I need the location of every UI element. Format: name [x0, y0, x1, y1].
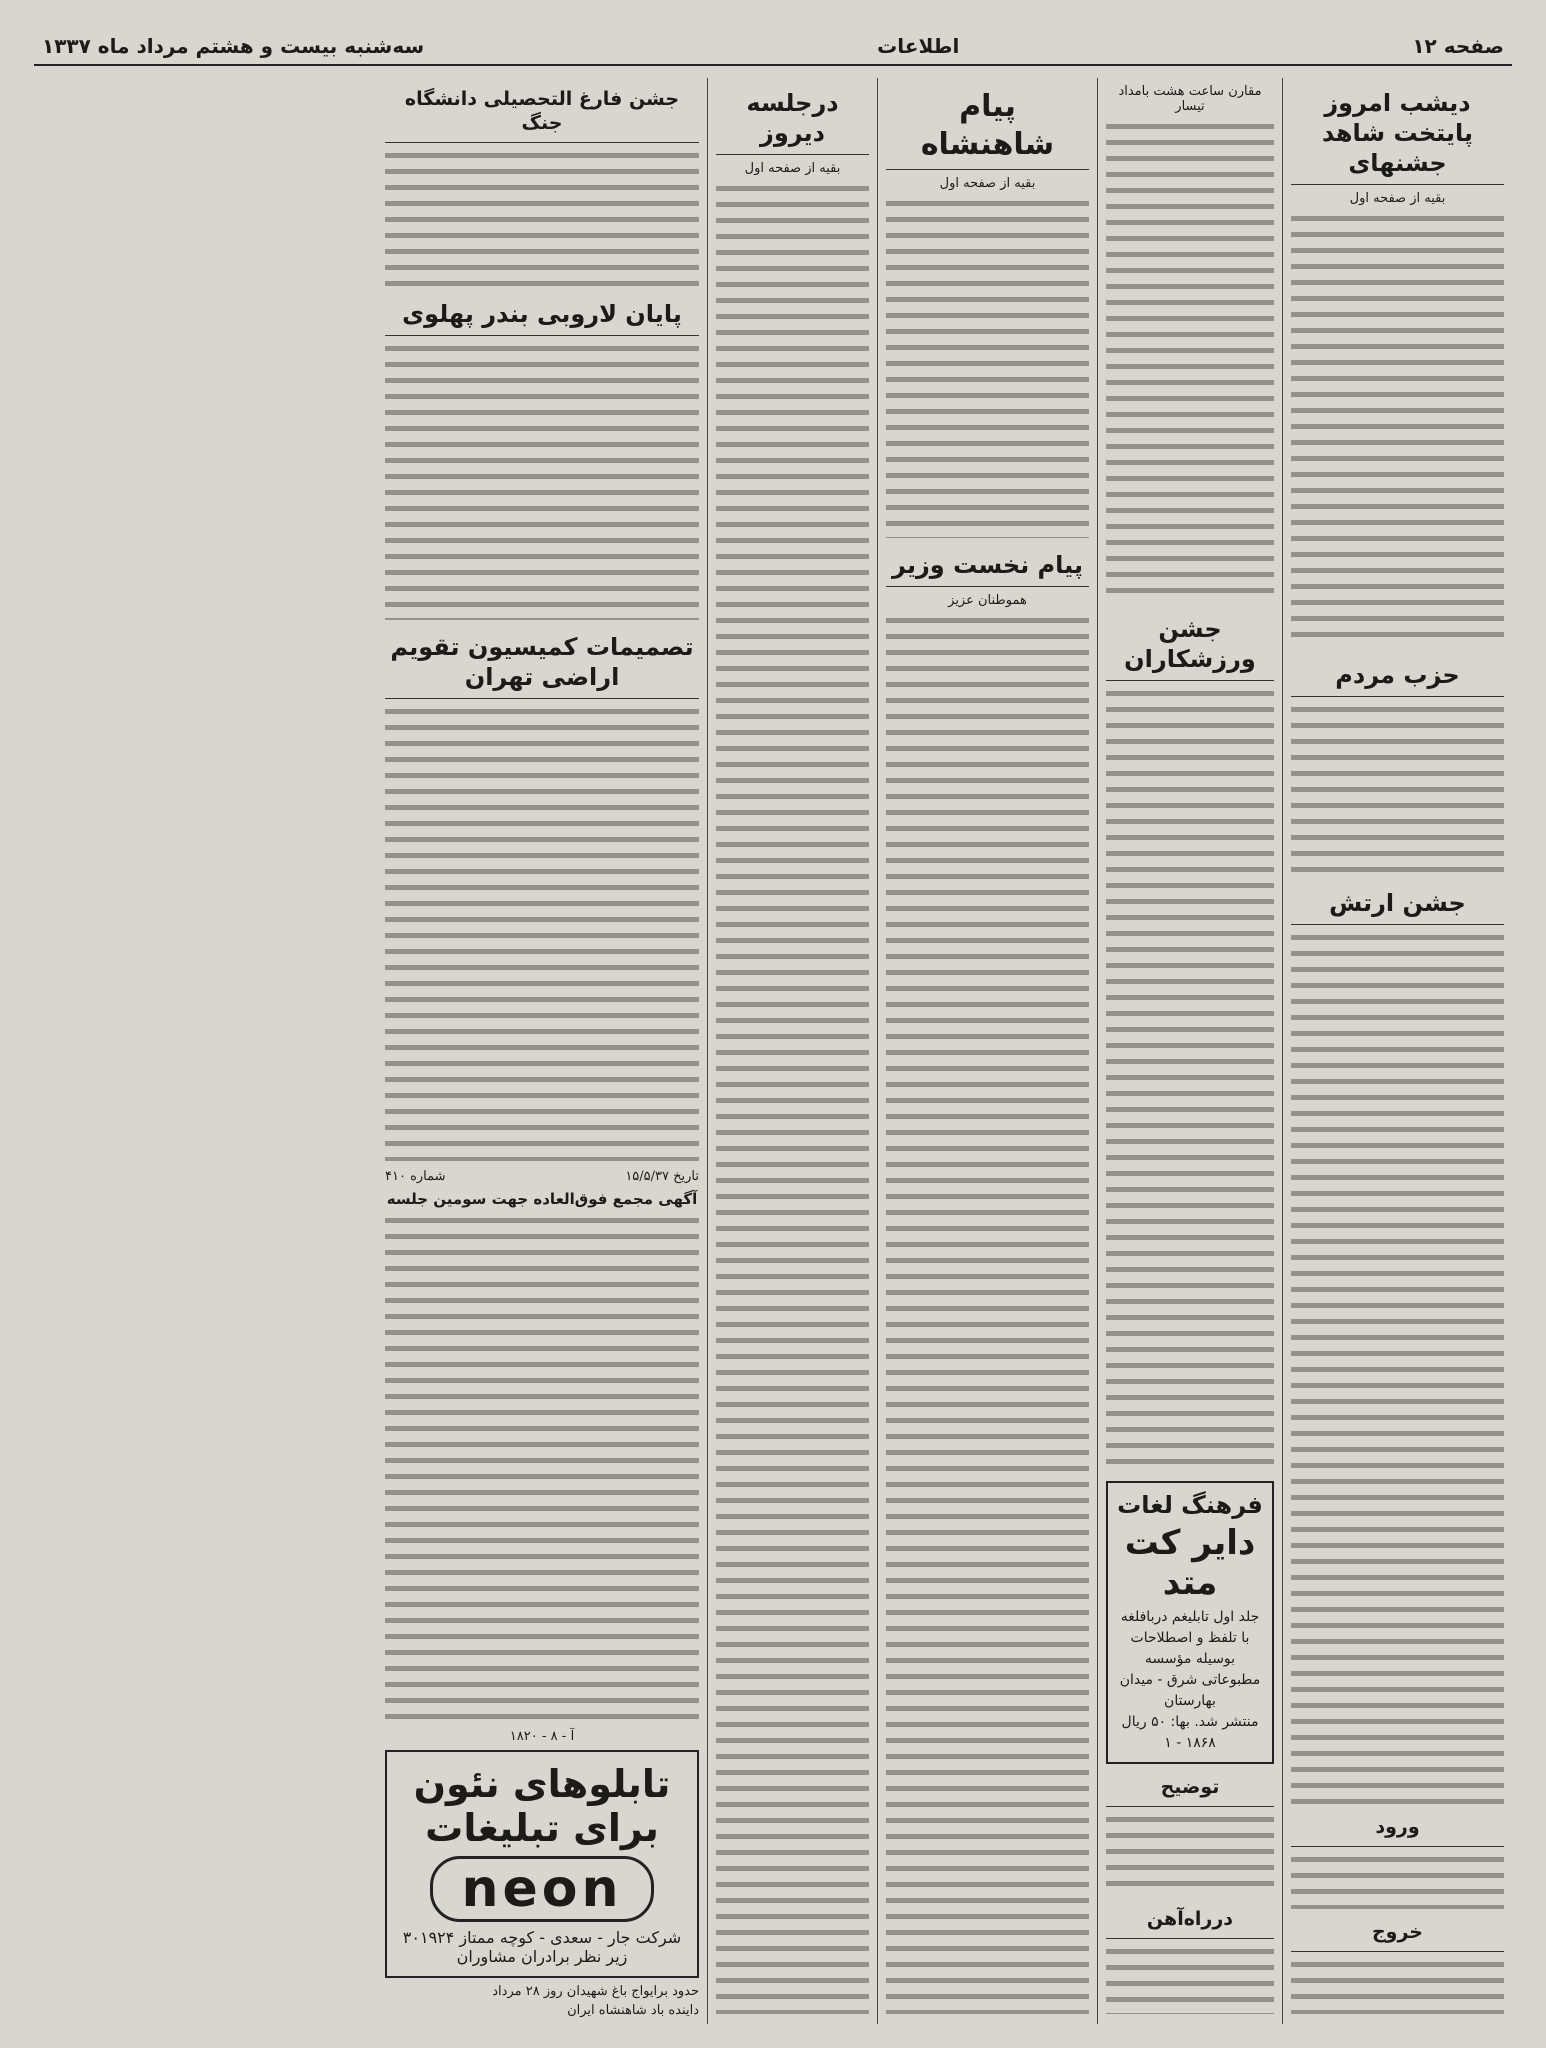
- headline-arrival: ورود: [1291, 1810, 1504, 1847]
- notice-number: شماره ۴۱۰: [385, 1168, 446, 1184]
- footer-right: داینده باد شاهنشاه ایران: [567, 2002, 699, 2018]
- article-body: [1291, 701, 1504, 876]
- notice-meta: [385, 1169, 699, 1184]
- footer-line: [385, 1984, 699, 1999]
- column-5: [377, 78, 707, 2024]
- article-body: [1291, 929, 1504, 1804]
- dictionary-ad-code: ۱۸۶۸ - ۱: [1164, 1734, 1216, 1751]
- salutation: هموطنان عزیز: [948, 592, 1027, 608]
- headline-pm-message: پیام نخست وزیر: [886, 544, 1089, 587]
- headline-departure: خروج: [1291, 1915, 1504, 1952]
- headline-yesterday-session: درجلسه دیروز: [716, 82, 869, 155]
- column-1: [1282, 78, 1512, 2024]
- article-body: [385, 340, 699, 620]
- footer-line: [385, 2003, 699, 2018]
- notice-body: [385, 1212, 699, 1721]
- dictionary-ad-line: با تلفظ و اصطلاحات: [1130, 1629, 1250, 1646]
- neon-ad-address: شرکت جار - سعدی - کوچه ممتاز ۳۰۱۹۲۴: [402, 1927, 682, 1947]
- notice-code: آ - ۸ - ۱۸۲۰: [509, 1728, 575, 1744]
- article-body: [1291, 210, 1504, 648]
- dictionary-ad-name: دایر کت متد: [1124, 1522, 1256, 1603]
- article-body: [385, 147, 699, 287]
- column-2: [1097, 78, 1282, 2024]
- column-3: [877, 78, 1097, 2024]
- dictionary-ad-line: جلد اول تابلیغم دربافلغه: [1120, 1608, 1260, 1625]
- issue-date: سه‌شنبه بیست و هشتم مرداد ماه ۱۳۳۷: [42, 34, 425, 58]
- headline-mardom-party: حزب مردم: [1291, 654, 1504, 697]
- neon-ad: [385, 1750, 699, 1978]
- headline-shah-message: پیام شاهنشاه: [886, 82, 1089, 170]
- headline-clarification: توضیح: [1106, 1770, 1274, 1807]
- article-body: [1106, 685, 1274, 1468]
- article-body: [886, 612, 1089, 2014]
- neon-ad-sub: زیر نظر برادران مشاوران: [456, 1946, 628, 1966]
- article-body: [1106, 1943, 1274, 2014]
- column-4: [707, 78, 877, 2024]
- headline-war-college: جشن فارغ التحصیلی دانشگاه جنگ: [385, 82, 699, 143]
- headline-railway: درراه‌آهن: [1106, 1902, 1274, 1939]
- continued-note: بقیه از صفحه اول: [939, 176, 1036, 191]
- neon-logo: neon: [430, 1856, 653, 1922]
- notice-date: تاریخ ۱۵/۵/۳۷: [625, 1168, 699, 1184]
- columns: [34, 78, 1512, 2024]
- headline-celebrations: دیشب امروز پایتخت شاهد جشنهای: [1291, 82, 1504, 185]
- masthead: [34, 30, 1512, 66]
- headline-army: جشن ارتش: [1291, 882, 1504, 925]
- footer-left: حدود برایواج باغ شهیدان روز ۲۸ مرداد: [492, 1983, 699, 1999]
- headline-dredging: پایان لاروبی بندر پهلوی: [385, 293, 699, 336]
- article-body: [1106, 1811, 1274, 1896]
- article-body: [886, 195, 1089, 538]
- article-body: [1291, 1851, 1504, 1909]
- notice-title: آگهی مجمع فوق‌العاده جهت سومین جلسه: [386, 1189, 698, 1208]
- dictionary-ad-line: بوسیله مؤسسه مطبوعاتی شرق - میدان بهارستان: [1119, 1650, 1261, 1709]
- article-body: [385, 703, 699, 1161]
- headline-athletes: جشن ورزشکاران: [1106, 608, 1274, 681]
- continued-note: بقیه از صفحه اول: [744, 161, 841, 176]
- neon-ad-title: تابلوهای نئون برای تبلیغات: [413, 1761, 671, 1850]
- article-body: [1291, 1956, 1504, 2014]
- dictionary-ad-title: فرهنگ لغات: [1117, 1490, 1263, 1519]
- article-body: [1106, 118, 1274, 602]
- article-lead: مقارن ساعت هشت بامداد تیسار: [1118, 84, 1262, 114]
- paper-name: اطلاعات: [877, 34, 960, 58]
- dictionary-ad-price: منتشر شد. بها: ۵۰ ریال: [1121, 1713, 1259, 1730]
- continued-note: بقیه از صفحه اول: [1349, 191, 1446, 206]
- page-number: صفحه ۱۲: [1412, 34, 1504, 58]
- dictionary-ad: [1106, 1481, 1274, 1764]
- headline-land-commission: تصمیمات کمیسیون تقویم اراضی تهران: [385, 626, 699, 699]
- article-body: [716, 180, 869, 2014]
